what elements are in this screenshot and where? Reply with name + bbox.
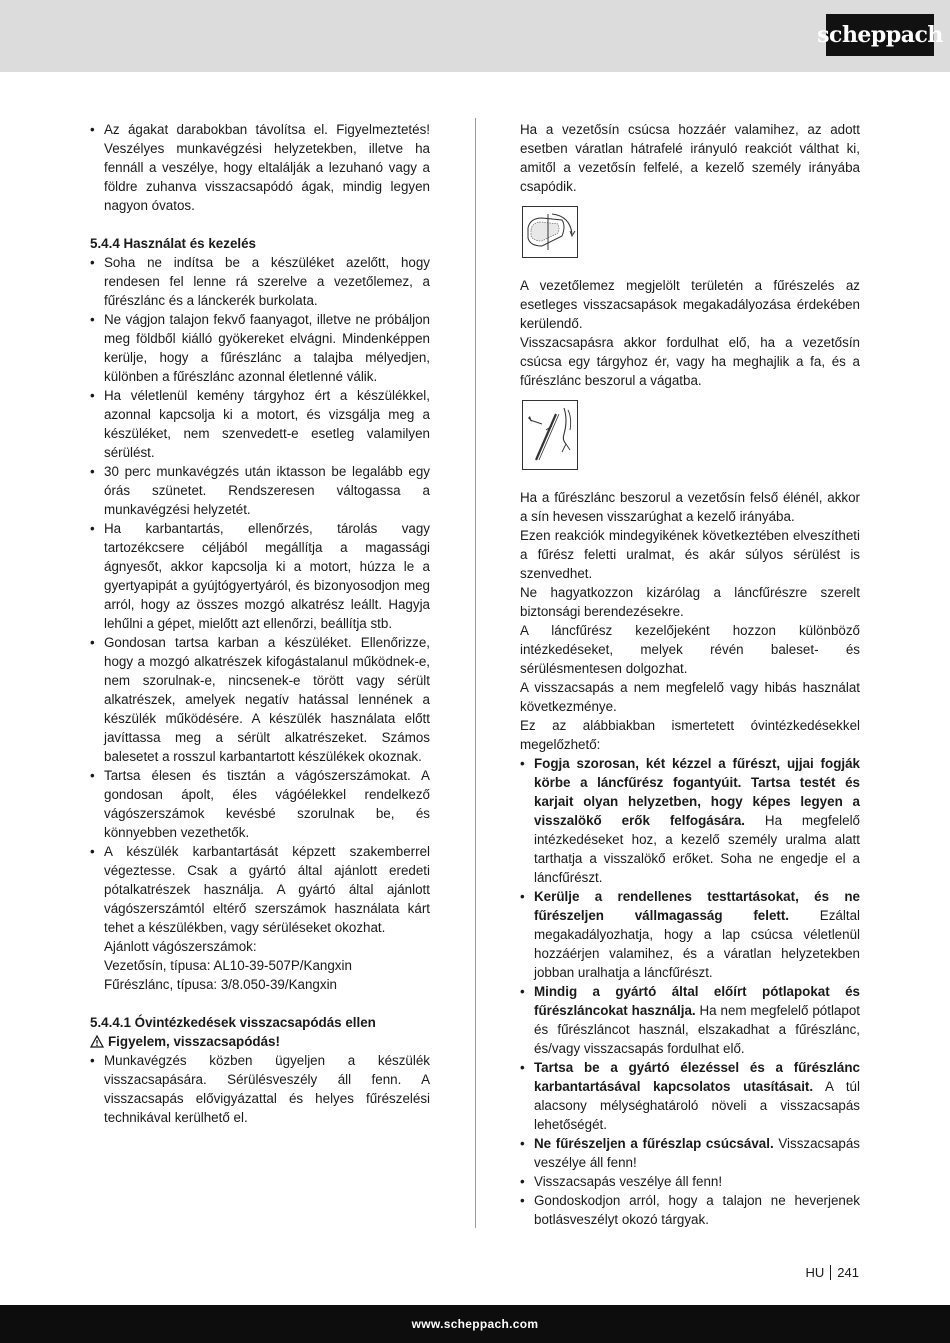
paragraph: Ne hagyatkozzon kizárólag a láncfűrészre szerelt biztonsági berendezésekre. [520, 585, 860, 619]
kickback-zone-figure [522, 206, 578, 258]
brand-logo: scheppach [826, 14, 934, 56]
list-item: • Visszacsapás veszélye áll fenn! [520, 1172, 860, 1191]
paragraph: Ez az alábbiakban ismertetett óvintézkedésekkel megelőzhető: [520, 718, 860, 752]
page-number-separator [830, 1265, 831, 1280]
list-item-text: Ha megfelelő intézkedéseket hoz, a kezelő személy uralma alatt tarthatja a visszalökő erőket. Soha ne engedje el a láncfűrészt. [534, 813, 860, 885]
list-item-text: Visszacsapás veszélye áll fenn! [534, 1136, 860, 1170]
list-item: • Az ágakat darabokban távolítsa el. Figyelmeztetés! Veszélyes munkavégzési helyzetekben, illetve ha fennáll a veszélye, hogy eltalálják a lezuhanó vagy a földre zuhanva visszacsapódó ágak, mindig legyen nagyon óvatos. [90, 120, 430, 215]
list-item [90, 842, 430, 994]
warning-triangle-icon [90, 1035, 104, 1048]
paragraph: Ezen reakciók mindegyikének következtében elveszítheti a fűrész feletti uralmat, és akár súlyos sérülést is szenvedhet. [520, 528, 860, 581]
page-number [806, 1265, 859, 1280]
right-column [520, 120, 860, 1229]
warning-heading-text: Figyelem, visszacsapódás! [108, 1034, 280, 1049]
list-item-lead: Fogja szorosan, két kézzel a fűrészt, ujjai fogják körbe a láncfűrész fogantyúit. Tartsa testét és karjait olyan helyzetben, hogy képes legyen a visszalökő erők felfogására. [534, 756, 860, 828]
paragraph: A láncfűrész kezelőjeként hozzon különböző intézkedéseket, melyek révén baleset- és sérülésmentesen dolgozhat. [520, 623, 860, 676]
tools-label: Ajánlott vágószerszámok: [104, 939, 257, 954]
list-item-lead: Tartsa be a gyártó élezéssel és a fűrészlánc karbantartásával kapcsolatos utasításait. [534, 1060, 860, 1094]
list-item-text: A túl alacsony mélységhatároló növeli a visszacsapás lehetőségét. [534, 1079, 860, 1132]
header-band [0, 0, 950, 72]
subsection-heading: 5.4.4.1 Óvintézkedések visszacsapódás ellen [90, 1015, 376, 1030]
list-item: • Gondosan tartsa karban a készüléket. Ellenőrizze, hogy a mozgó alkatrészek kifogástalanul működnek-e, nem szorulnak-e, nincsenek-e törött vagy sérült alkatrészek, amelyek negatív hatással lennének a készülék működésére. A készülék használata előtt javíttassa meg a sérült alkatrészeket. Számos balesetet a rosszul karbantartott készülékek okoznak. [90, 633, 430, 766]
list-item: • Ha véletlenül kemény tárgyhoz ért a készülékkel, azonnal kapcsolja ki a motort, és vizsgálja meg a készüléket, nem szenvedett-e esetleg valamilyen sérülést. [90, 386, 430, 462]
list-item-lead: Kerülje a rendellenes testtartásokat, és ne fűrészeljen vállmagasság felett. [534, 889, 860, 923]
paragraph: Visszacsapásra akkor fordulhat elő, ha a vezetősín csúcsa egy tárgyhoz ér, vagy ha meghajlik a fa, és a fűrészlánc beszorul a vágatba. [520, 335, 860, 388]
page-number-value: 241 [837, 1265, 859, 1280]
list-item-text: Ezáltal megakadályozhatja, hogy a lap csúcsa véletlenül hozzáérjen valamihez, és a váratlan helyzetekben jobban uralhatja a láncfűrészt. [534, 908, 860, 980]
list-item-lead: Ne fűrészeljen a fűrészlap csúcsával. [534, 1136, 774, 1151]
list-item [520, 754, 860, 887]
list-item-lead: Mindig a gyártó által előírt pótlapokat és fűrészláncokat használja. [534, 984, 860, 1018]
page-language: HU [805, 1265, 825, 1280]
list-item [520, 887, 860, 982]
left-column [90, 120, 430, 1127]
section-heading: 5.4.4 Használat és kezelés [90, 236, 257, 251]
list-item [520, 1058, 860, 1134]
list-item: • 30 perc munkavégzés után iktasson be legalább egy órás szünetet. Rendszeresen váltogassa a munkavégzési helyzetét. [90, 462, 430, 519]
list-item: • Soha ne indítsa be a készüléket azelőtt, hogy rendesen fel lenne rá szerelve a vezetőlemez, a fűrészlánc és a lánckerék burkolata. [90, 253, 430, 310]
kickback-cut-illustration [522, 400, 578, 470]
paragraph: A vezetőlemez megjelölt területén a fűrészelés az esetleges visszacsapások megakadályozása érdekében kerülendő. [520, 278, 860, 331]
list-item: • Munkavégzés közben ügyeljen a készülék visszacsapására. Sérülésveszély áll fenn. A visszacsapás elővigyázattal és helyes fűrészelési technikával kerülhető el. [90, 1051, 430, 1127]
paragraph: Ha a vezetősín csúcsa hozzáér valamihez, az adott esetben váratlan hátrafelé irányuló reakciót válthat ki, amitől a vezetősín felfelé, a kezelő személy irányába csapódik. [520, 122, 860, 194]
list-item: • Ne vágjon talajon fekvő faanyagot, illetve ne próbáljon meg földből kiálló gyökereket elvágni. Mindenképpen kerülje, hogy a fűrészlánc a talajba mélyedjen, különben a fűrészlánc azonnal életlenné válik. [90, 310, 430, 386]
warning-heading [90, 1032, 430, 1051]
paragraph: A visszacsapás a nem megfelelő vagy hibás használat következménye. [520, 680, 860, 714]
column-divider [475, 118, 476, 1228]
list-item-text: A készülék karbantartását képzett szakemberrel végeztesse. Csak a gyártó által ajánlott eredeti pótalkatrészek használja. A gyártó által ajánlott vágószerszámtól eltérő szerszámok használata kárt tehet a készülékben, vagy sérüléseket okozhat. [104, 844, 430, 935]
tool-chain-type: Fűrészlánc, típusa: 3/8.050-39/Kangxin [104, 977, 337, 992]
kickback-zone-illustration [522, 206, 578, 258]
tool-bar-type: Vezetősín, típusa: AL10-39-507P/Kangxin [104, 958, 352, 973]
footer [0, 1305, 950, 1343]
list-item [520, 982, 860, 1058]
list-item: • Tartsa élesen és tisztán a vágószerszámokat. A gondosan ápolt, éles vágóélekkel rendelkező vágószerszámok kevésbé szorulnak be, és könnyebben vezethetők. [90, 766, 430, 842]
kickback-cut-figure [522, 400, 578, 470]
list-item: • Ha karbantartás, ellenőrzés, tárolás vagy tartozékcsere céljából megállítja a magassági ágnyesőt, akkor kapcsolja ki a motort, húzza le a gyertyapipát a gyújtógyertyáról, és bizonyosodjon meg arról, hogy az összes mozgó alkatrész leállt. Hagyja lehűlni a gépet, mielőtt azt ellenőrzi, beállítja stb. [90, 519, 430, 633]
list-item: • Gondoskodjon arról, hogy a talajon ne heverjenek botlásveszélyt okozó tárgyak. [520, 1191, 860, 1229]
list-item [520, 1134, 860, 1172]
footer-url[interactable]: www.scheppach.com [411, 1317, 539, 1331]
list-item-text: Ha nem megfelelő pótlapot és fűrészláncot használ, elszakadhat a fűrészlánc, és/vagy visszacsapás fordulhat elő. [534, 1003, 860, 1056]
paragraph: Ha a fűrészlánc beszorul a vezetősín felső élénél, akkor a sín hevesen visszarúghat a kezelő irányába. [520, 490, 860, 524]
